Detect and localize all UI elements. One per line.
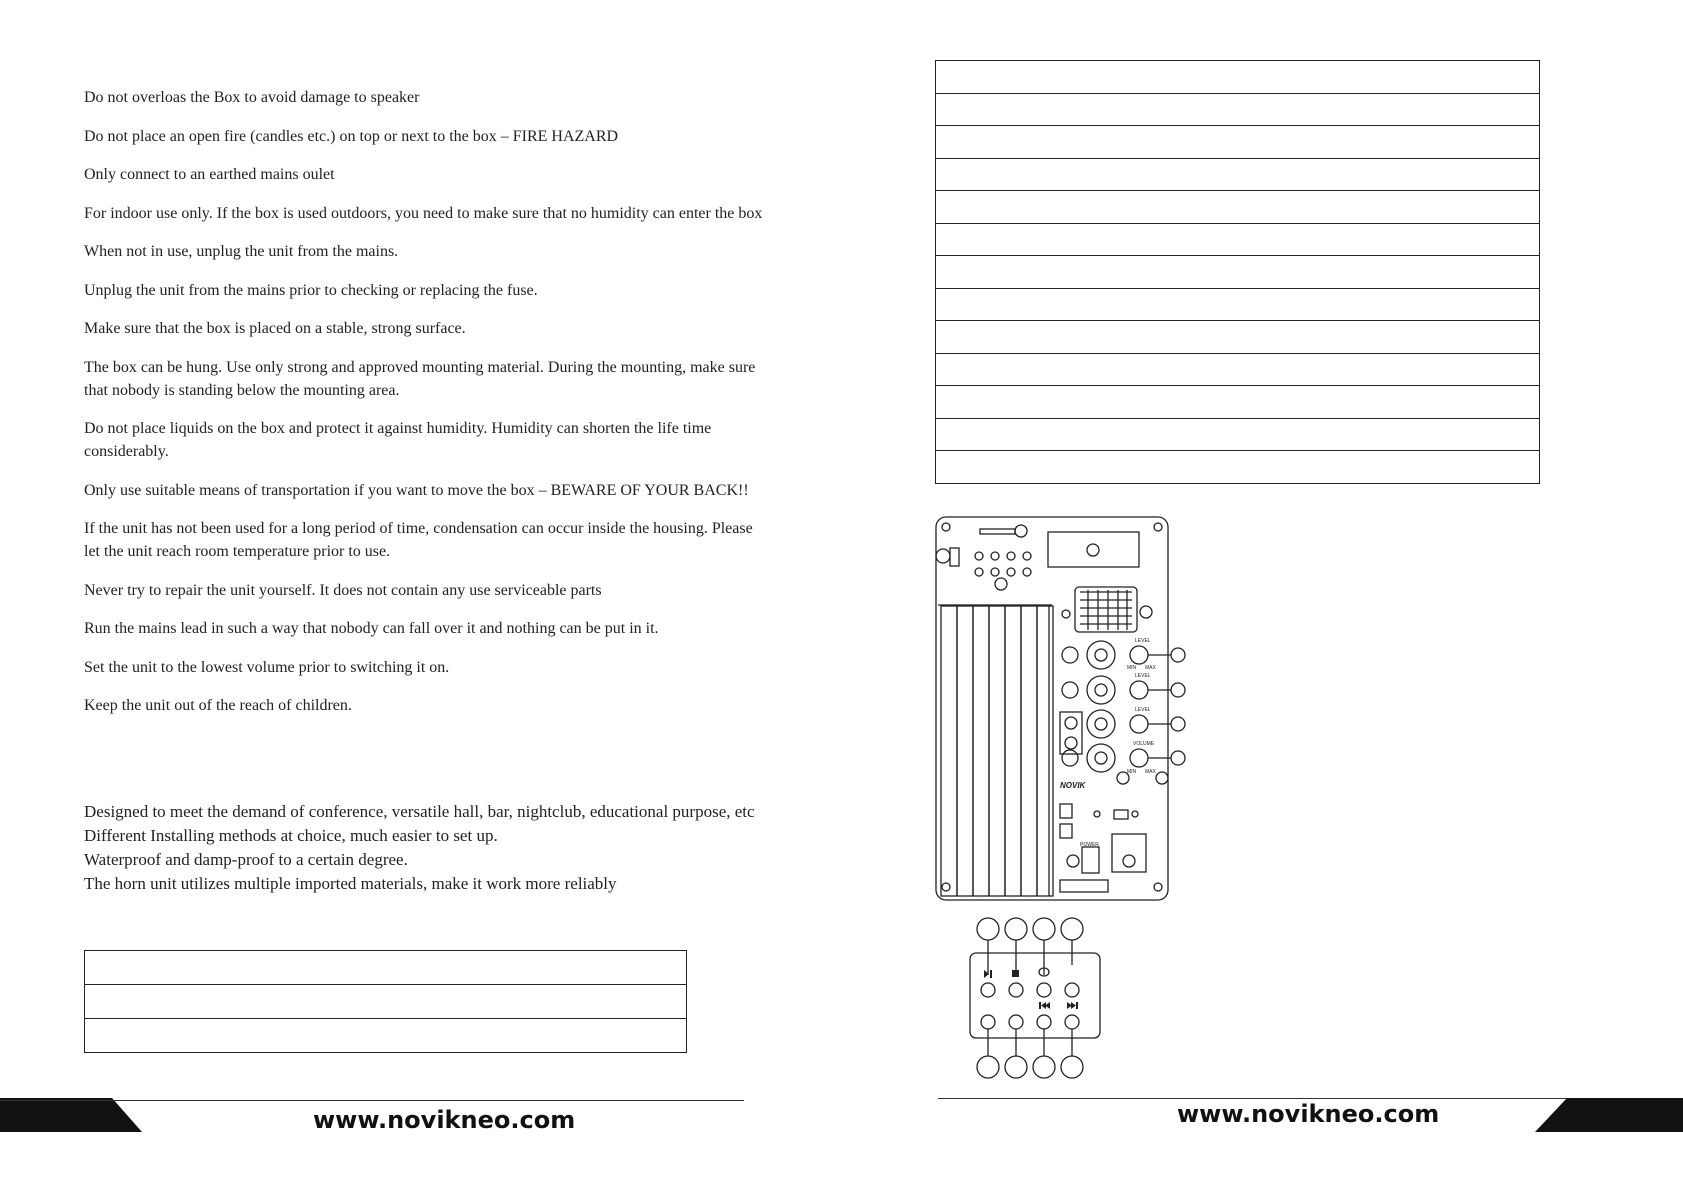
feature-item: Waterproof and damp-proof to a certain degree. (84, 850, 408, 869)
max-label: MAX (1145, 769, 1156, 775)
footer-rule-left (0, 1100, 744, 1101)
spec-table-right (935, 60, 1540, 484)
next-icon (1067, 1002, 1078, 1009)
table-row (85, 1019, 687, 1053)
max-label: MAX (1145, 665, 1156, 671)
safety-note: Only use suitable means of transportation if you want to move the box – BEWARE OF YOUR BACK!! (84, 481, 749, 499)
level-label: LEVEL (1135, 638, 1151, 644)
table-row (936, 353, 1540, 386)
table-row (936, 451, 1540, 484)
footer-url-right: www.novikneo.com (1177, 1100, 1440, 1128)
safety-note: When not in use, unplug the unit from the mains. (84, 243, 399, 260)
spec-table-left (84, 950, 687, 1053)
level-label: LEVEL (1135, 673, 1151, 679)
table-row (936, 386, 1540, 419)
safety-note: Run the mains lead in such a way that nobody can fall over it and nothing can be put in it. (84, 620, 659, 637)
table-row (936, 321, 1540, 354)
footer-url-left: www.novikneo.com (313, 1106, 576, 1134)
brand-logo: NOVIK (1060, 781, 1086, 790)
table-row (936, 418, 1540, 451)
table-row (85, 951, 687, 985)
volume-label: VOLUME (1133, 741, 1155, 747)
table-row (936, 126, 1540, 159)
footer-band-left (0, 1098, 145, 1134)
table-row (936, 61, 1540, 94)
safety-note: Make sure that the box is placed on a stable, strong surface. (84, 320, 466, 337)
safety-note: Do not overloas the Box to avoid damage to speaker (84, 89, 420, 106)
safety-note: Unplug the unit from the mains prior to checking or replacing the fuse. (84, 281, 538, 299)
feature-list (84, 800, 784, 896)
level-label: LEVEL (1135, 707, 1151, 713)
safety-note: Never try to repair the unit yourself. It does not contain any use serviceable parts (84, 581, 602, 599)
feature-item: Designed to meet the demand of conference, versatile hall, bar, nightclub, educational purpose, etc (84, 802, 755, 821)
media-control-detail (960, 915, 1110, 1080)
table-row (936, 158, 1540, 191)
safety-note: Do not place liquids on the box and protect it against humidity. Humidity can shorten the life time considerably. (84, 420, 712, 460)
table-row (936, 191, 1540, 224)
min-label: MIN (1127, 769, 1137, 775)
safety-note: The box can be hung. Use only strong and approved mounting material. During the mounting, make sure that nobody is standing below the mounting area. (84, 358, 756, 399)
feature-item: The horn unit utilizes multiple imported materials, make it work more reliably (84, 874, 617, 893)
safety-note: Keep the unit out of the reach of children. (84, 697, 352, 714)
safety-note: Do not place an open fire (candles etc.) on top or next to the box – FIRE HAZARD (84, 127, 619, 145)
safety-instructions (84, 86, 764, 733)
safety-note: For indoor use only. If the box is used outdoors, you need to make sure that no humidity can enter the box (84, 204, 763, 222)
safety-note: If the unit has not been used for a long period of time, condensation can occur inside the housing. Please let the unit reach room temperature prior to use. (84, 520, 753, 560)
amplifier-panel-diagram (930, 512, 1190, 902)
table-row (85, 985, 687, 1019)
stop-icon (1012, 970, 1019, 977)
safety-note: Only connect to an earthed mains oulet (84, 166, 335, 183)
footer-band-right (1535, 1098, 1683, 1134)
table-row (936, 93, 1540, 126)
power-label: POWER (1080, 842, 1099, 848)
min-label: MIN (1127, 665, 1137, 671)
table-row (936, 256, 1540, 289)
table-row (936, 223, 1540, 256)
feature-item: Different Installing methods at choice, much easier to set up. (84, 826, 498, 845)
previous-icon (1039, 1002, 1050, 1009)
safety-note: Set the unit to the lowest volume prior to switching it on. (84, 658, 450, 676)
table-row (936, 288, 1540, 321)
